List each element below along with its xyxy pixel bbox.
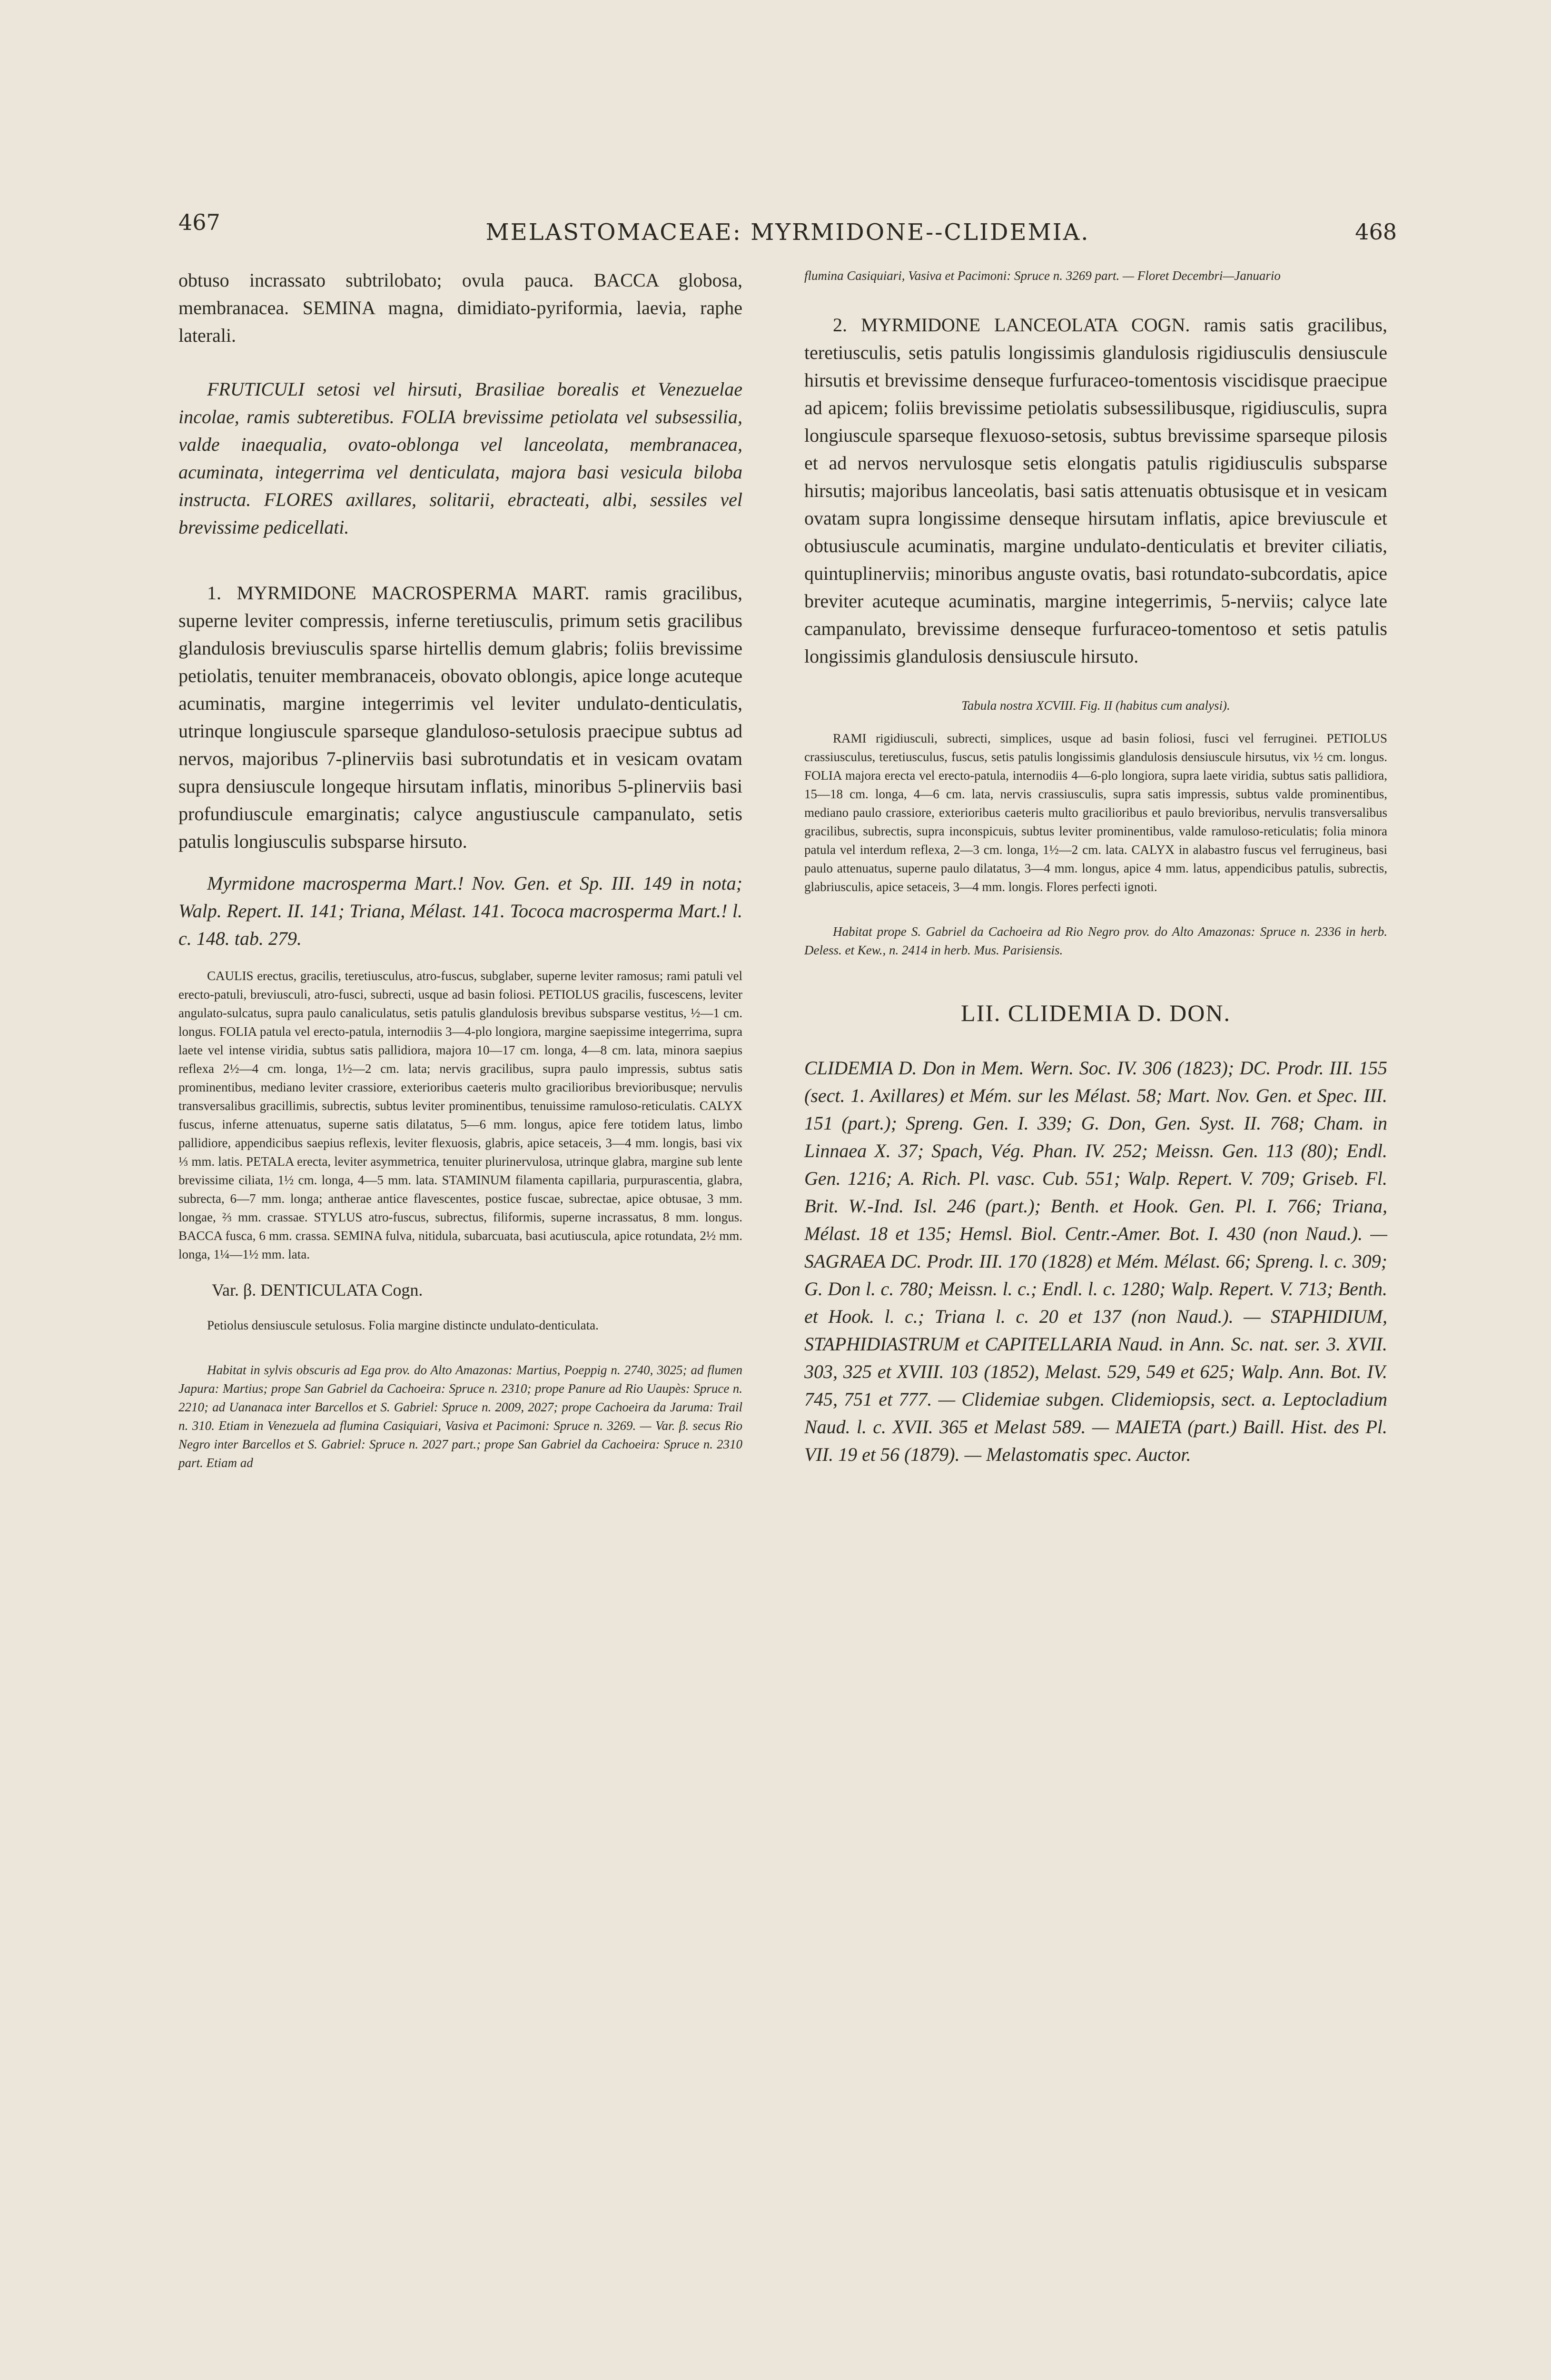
species-2-diagnosis: 2. MYRMIDONE LANCEOLATA COGN. ramis satis gracilibus, teretiusculis, setis patulis longissimis glandulosis rigidiusculis densiuscule hirsutis et brevissime denseque furfuraceo-tomentosis viscidisque praecipue ad apicem; foliis brevissime petiolatis subsessilibusque, rigidiusculis, supra longiuscule sparseque flexuoso-setosis, subtus brevissime sparseque pilosis et ad nervos nervulosque setis elongatis patulis rigidiusculis subsparse hirsutis; majoribus lanceolatis, basi satis attenuatis obtusisque et in vesicam ovatam supra longissime denseque hirsutam inflatis, apice breviuscule et obtusiuscule acuminatis, margine undulato-denticulatis et breviter ciliatis, quintuplinerviis; minoribus anguste ovatis, basi rotundato-subcordatis, apice breviter acuteque acuminatis, margine integerrimis, 5-nerviis; calyce late campanulato, brevissime denseque furfuraceo-tomentoso et setis patulis longissimis glandulosis densiuscule hirsuto.: [804, 314, 1387, 667]
variety-description: Petiolus densiuscule setulosus. Folia margine distincte undulato-denticulata.: [207, 1318, 599, 1332]
species-1-description: CAULIS erectus, gracilis, teretiusculus, atro-fuscus, subglaber, superne leviter ramosus; rami patuli vel erecto-patuli, breviusculi, atro-fusci, subrecti, usque ad basin foliosi. PETIOLUS gracilis, fuscescens, leviter angulato-sulcatus, supra paulo canaliculatus, setis patulis glandulosis brevibus subsparse vestitus, ½—1 cm. longus. FOLIA patula vel erecto-patula, internodiis 3—4-plo longiora, margine saepissime integerrima, supra laete vel intense viridia, subtus satis pallidiora, majora 10—17 cm. longa, 4—8 cm. lata, minora saepius reflexa 2½—4 cm. longa, 1½—2 cm. lata; nervis gracilibus, supra paulo impressis, subtus satis prominentibus, mediano leviter crassiore, exterioribus caeteris multo gracilioribus brevioribusque; nervulis transversalibus gracillimis, subrectis, subtus leviter prominentibus, tenuissime ramuloso-reticulatis. CALYX fuscus, inferne attenuatus, superne satis dilatatus, 5—6 mm. longus, apice fere totidem latus, limbo pallidiore, appendicibus saepius reflexis, leviter flexuosis, glabris, apice setaceis, 3—4 mm. longis, basi vix ⅓ mm. latis. PETALA erecta, leviter asymmetrica, tenuiter plurinervulosa, utrinque glabra, margine sub lente brevissime ciliata, 1½ cm. longa, 4—5 mm. lata. STAMINUM filamenta capillaria, purpurascentia, glabra, subrecta, 6—7 mm. longa; antherae antice flavescentes, postice fuscae, subrectae, apice obtusae, 3 mm. longae, ⅔ mm. crassae. STYLUS atro-fuscus, subrectus, filiformis, superne incrassatus, 8 mm. longus. BACCA fusca, 6 mm. crassa. SEMINA fulva, nitidula, subarcuata, basi acutiuscula, apice rotundata, 2½ mm. longa, 1¼—1½ mm. lata.: [178, 969, 742, 1261]
plate-reference: Tabula nostra XCVIII. Fig. II (habitus cum analysi).: [961, 698, 1230, 713]
habitat-continuation: flumina Casiquiari, Vasiva et Pacimoni: Spruce n. 3269 part. — Floret Decembri—Januario: [804, 268, 1281, 283]
running-title: MELASTOMACEAE: MYRMIDONE--CLIDEMIA.: [485, 219, 1090, 246]
species-1-habitat: Habitat in sylvis obscuris ad Ega prov. do Alto Amazonas: Martius, Poeppig n. 2740, 3025; ad flumen Japura: Martius; prope San Gabriel da Cachoeira: Spruce n. 2310; prope Panure ad Rio Uaupès: Spruce n. 2210; ad Uananaca inter Barcellos et S. Gabriel: Spruce n. 2009, 2027; prope Cachoeira da Jaruma: Trail n. 310. Etiam in Venezuela ad flumina Casiquiari, Vasiva et Pacimoni: Spruce n. 3269. — Var. β. secus Rio Negro inter Barcellos et S. Gabriel: Spruce n. 2027 part.; prope San Gabriel da Cachoeira: Spruce n. 2310 part. Etiam ad: [178, 1363, 742, 1470]
right-column: [804, 267, 1387, 1468]
variety-heading: Var. β. DENTICULATA Cogn.: [212, 1280, 423, 1299]
genus-heading: LII. CLIDEMIA D. DON.: [961, 1000, 1231, 1026]
genus-description-end: obtuso incrassato subtrilobato; ovula pauca. BACCA globosa, membranacea. SEMINA magna, dimidiato-pyriformia, laevia, raphe laterali.: [178, 269, 742, 346]
species-1-synonymy: Myrmidone macrosperma Mart.! Nov. Gen. et Sp. III. 149 in nota; Walp. Repert. II. 141; Triana, Mélast. 141. Tococa macrosperma Mart.! l. c. 148. tab. 279.: [178, 873, 742, 949]
page-header: [178, 209, 1397, 252]
genus-synonymy: CLIDEMIA D. Don in Mem. Wern. Soc. IV. 306 (1823); DC. Prodr. III. 155 (sect. 1. Axillares) et Mém. sur les Mélast. 58; Mart. Nov. Gen. et Spec. III. 151 (part.); Spreng. Gen. I. 339; G. Don, Gen. Syst. II. 768; Cham. in Linnaea X. 37; Spach, Vég. Phan. IV. 252; Meissn. Gen. 113 (80); Endl. Gen. 1216; A. Rich. Pl. vasc. Cub. 551; Walp. Repert. V. 709; Griseb. Fl. Brit. W.-Ind. Isl. 246 (part.); Benth. et Hook. Gen. Pl. I. 766; Triana, Mélast. 18 et 135; Hemsl. Biol. Centr.-Amer. Bot. I. 430 (non Naud.). — SAGRAEA DC. Prodr. III. 170 (1828) et Mém. Mélast. 66; Spreng. l. c. 309; G. Don l. c. 780; Meissn. l. c.; Endl. l. c. 1280; Walp. Repert. V. 713; Benth. et Hook. l. c.; Triana l. c. 20 et 137 (non Naud.). — STAPHIDIUM, STAPHIDIASTRUM et CAPITELLARIA Naud. in Ann. Sc. nat. ser. 3. XVII. 303, 325 et XVIII. 103 (1852), Melast. 529, 549 et 625; Walp. Ann. Bot. IV. 745, 751 et 777. — Clidemiae subgen. Clidemiopsis, sect. a. Leptocladium Naud. l. c. XVII. 365 et Melast 589. — MAIETA (part.) Baill. Hist. des Pl. VII. 19 et 56 (1879). — Melastomatis spec. Auctor.: [804, 1057, 1387, 1465]
page-number-left: 467: [178, 209, 220, 235]
left-column: [178, 267, 742, 1472]
species-2-description: RAMI rigidiusculi, subrecti, simplices, usque ad basin foliosi, fusci vel ferruginei. PETIOLUS crassiusculus, teretiusculus, fuscus, setis patulis longissimis glandulosis densiuscule hirsutus, vix ½ cm. longus. FOLIA majora erecta vel erecto-patula, internodiis 4—6-plo longiora, supra laete viridia, subtus satis pallidiora, 15—18 cm. longa, 4—6 cm. lata, nervis crassiusculis, supra satis impressis, subtus valde prominentibus, mediano paulo crassiore, exterioribus caeteris multo gracilioribus et paulo brevioribus, nervulis transversalibus gracilibus, subrectis, supra inconspicuis, subtus leviter prominentibus, valde ramuloso-reticulatis; folia minora patula vel interdum reflexa, 2—3 cm. longa, 1½—2 cm. lata. CALYX in alabastro fuscus vel ferrugineus, basi paulo attenuatus, superne paulo dilatatus, 3—4 mm. longus, apice 4 mm. latus, appendicibus patulis, subrectis, glabriusculis, apice setaceis, 3—4 mm. longis. Flores perfecti ignoti.: [804, 731, 1387, 894]
page-number-right: 468: [1355, 219, 1397, 245]
species-1-diagnosis: 1. MYRMIDONE MACROSPERMA MART. ramis gracilibus, superne leviter compressis, inferne teretiusculis, primum setis gracilibus glandulosis breviusculis sparse hirtellis demum glabris; foliis brevissime petiolatis, tenuiter membranaceis, obovato oblongis, apice longe acuteque acuminatis, margine integerrimis vel leviter undulato-denticulatis, utrinque longiuscule sparseque glanduloso-setulosis praecipue subtus ad nervos, majoribus 7-plinerviis basi subrotundatis et in vesicam ovatam supra densiuscule longeque hirsutam inflatis, minoribus 5-plinerviis basi profundiuscule emarginatis; calyce angustiuscule campanulato, setis patulis longiusculis subsparse hirsuto.: [178, 582, 742, 852]
genus-summary: FRUTICULI setosi vel hirsuti, Brasiliae borealis et Venezuelae incolae, ramis subteretibus. FOLIA brevissime petiolata vel subsessilia, valde inaequalia, ovato-oblonga vel lanceolata, membranacea, acuminata, integerrima vel denticulata, majora basi vesicula biloba instructa. FLORES axillares, solitarii, ebracteati, albi, sessiles vel brevissime pedicellati.: [178, 378, 742, 538]
species-2-habitat: Habitat prope S. Gabriel da Cachoeira ad Rio Negro prov. do Alto Amazonas: Spruce n. 2336 in herb. Deless. et Kew., n. 2414 in herb. Mus. Parisiensis.: [804, 924, 1387, 957]
